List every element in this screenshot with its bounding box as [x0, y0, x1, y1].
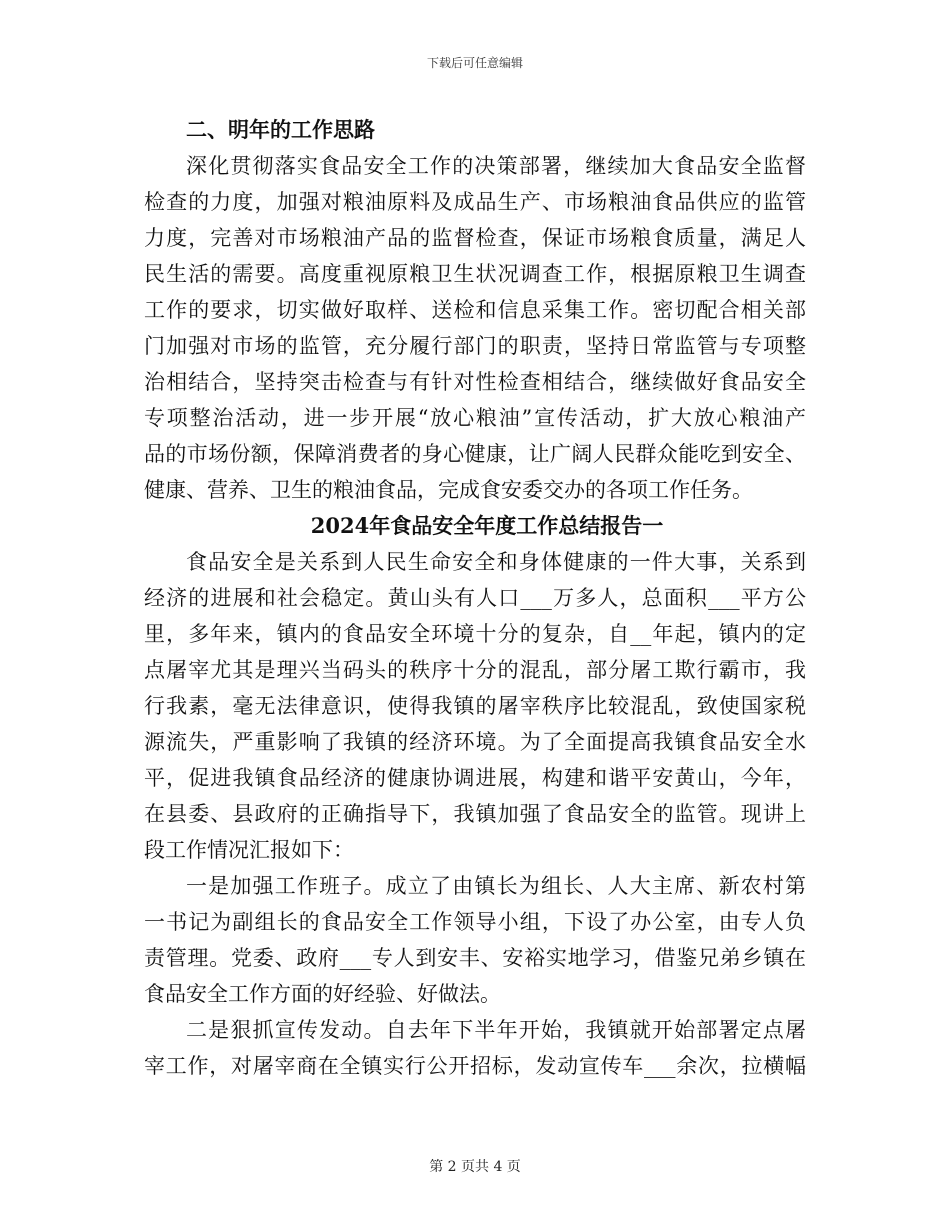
paragraph-line: 责管理。党委、政府___专人到安丰、安裕实地学习，借鉴兄弟乡镇在	[144, 946, 806, 970]
document-body	[144, 112, 806, 1084]
paragraph-line: 工作的要求，切实做好取样、送检和信息采集工作。密切配合相关部	[144, 298, 806, 322]
paragraph-line: 宰工作，对屠宰商在全镇实行公开招标，发动宣传车___余次，拉横幅	[144, 1054, 806, 1078]
paragraph-line: 在县委、县政府的正确指导下，我镇加强了食品安全的监管。现讲上	[144, 802, 806, 826]
paragraph-line: 治相结合，坚持突击检查与有针对性检查相结合，继续做好食品安全	[144, 370, 806, 394]
paragraph-line: 平，促进我镇食品经济的健康协调进展，构建和谐平安黄山，今年，	[144, 766, 806, 790]
paragraph-line: 力度，完善对市场粮油产品的监督检查，保证市场粮食质量，满足人	[144, 226, 806, 250]
page-footer: 第 2 页共 4 页	[429, 1159, 521, 1175]
paragraph-line: 民生活的需要。高度重视原粮卫生状况调查工作，根据原粮卫生调查	[144, 262, 806, 286]
paragraph-line: 行我素，毫无法律意识，使得我镇的屠宰秩序比较混乱，致使国家税	[144, 694, 806, 718]
paragraph-line: 专项整治活动，进一步开展“放心粮油”宣传活动，扩大放心粮油产	[144, 406, 806, 430]
paragraph-line: 源流失，严重影响了我镇的经济环境。为了全面提高我镇食品安全水	[144, 730, 806, 754]
paragraph-line: 段工作情况汇报如下：	[144, 838, 354, 862]
paragraph-line: 门加强对市场的监管，充分履行部门的职责，坚持日常监管与专项整	[144, 334, 806, 358]
paragraph-line: 一是加强工作班子。成立了由镇长为组长、人大主席、新农村第	[186, 874, 806, 898]
paragraph-line: 一书记为副组长的食品安全工作领导小组，下设了办公室，由专人负	[144, 910, 806, 934]
paragraph-publicity	[144, 1012, 806, 1084]
document-title: 2024年食品安全年度工作总结报告一	[310, 513, 664, 538]
paragraph-line: 检查的力度，加强对粮油原料及成品生产、市场粮油食品供应的监管	[144, 190, 806, 214]
section-heading: 二、明年的工作思路	[186, 117, 375, 142]
paragraph-line: 品的市场份额，保障消费者的身心健康，让广阔人民群众能吃到安全、	[144, 442, 806, 466]
paragraph-line: 二是狠抓宣传发动。自去年下半年开始，我镇就开始部署定点屠	[186, 1018, 806, 1042]
paragraph-introduction	[144, 544, 806, 868]
paragraph-work-plan	[144, 148, 806, 508]
paragraph-work-team	[144, 868, 806, 1012]
page-header: 下载后可任意编辑	[426, 56, 523, 70]
paragraph-line: 食品安全工作方面的好经验、好做法。	[144, 982, 501, 1006]
paragraph-line: 深化贯彻落实食品安全工作的决策部署，继续加大食品安全监督	[186, 154, 806, 178]
paragraph-line: 里，多年来，镇内的食品安全环境十分的复杂，自__年起，镇内的定	[144, 622, 806, 646]
paragraph-line: 经济的进展和社会稳定。黄山头有人口___万多人，总面积___平方公	[144, 586, 806, 610]
paragraph-line: 点屠宰尤其是理兴当码头的秩序十分的混乱，部分屠工欺行霸市，我	[144, 658, 806, 682]
paragraph-line: 健康、营养、卫生的粮油食品，完成食安委交办的各项工作任务。	[144, 478, 753, 502]
paragraph-line: 食品安全是关系到人民生命安全和身体健康的一件大事，关系到	[186, 550, 806, 574]
